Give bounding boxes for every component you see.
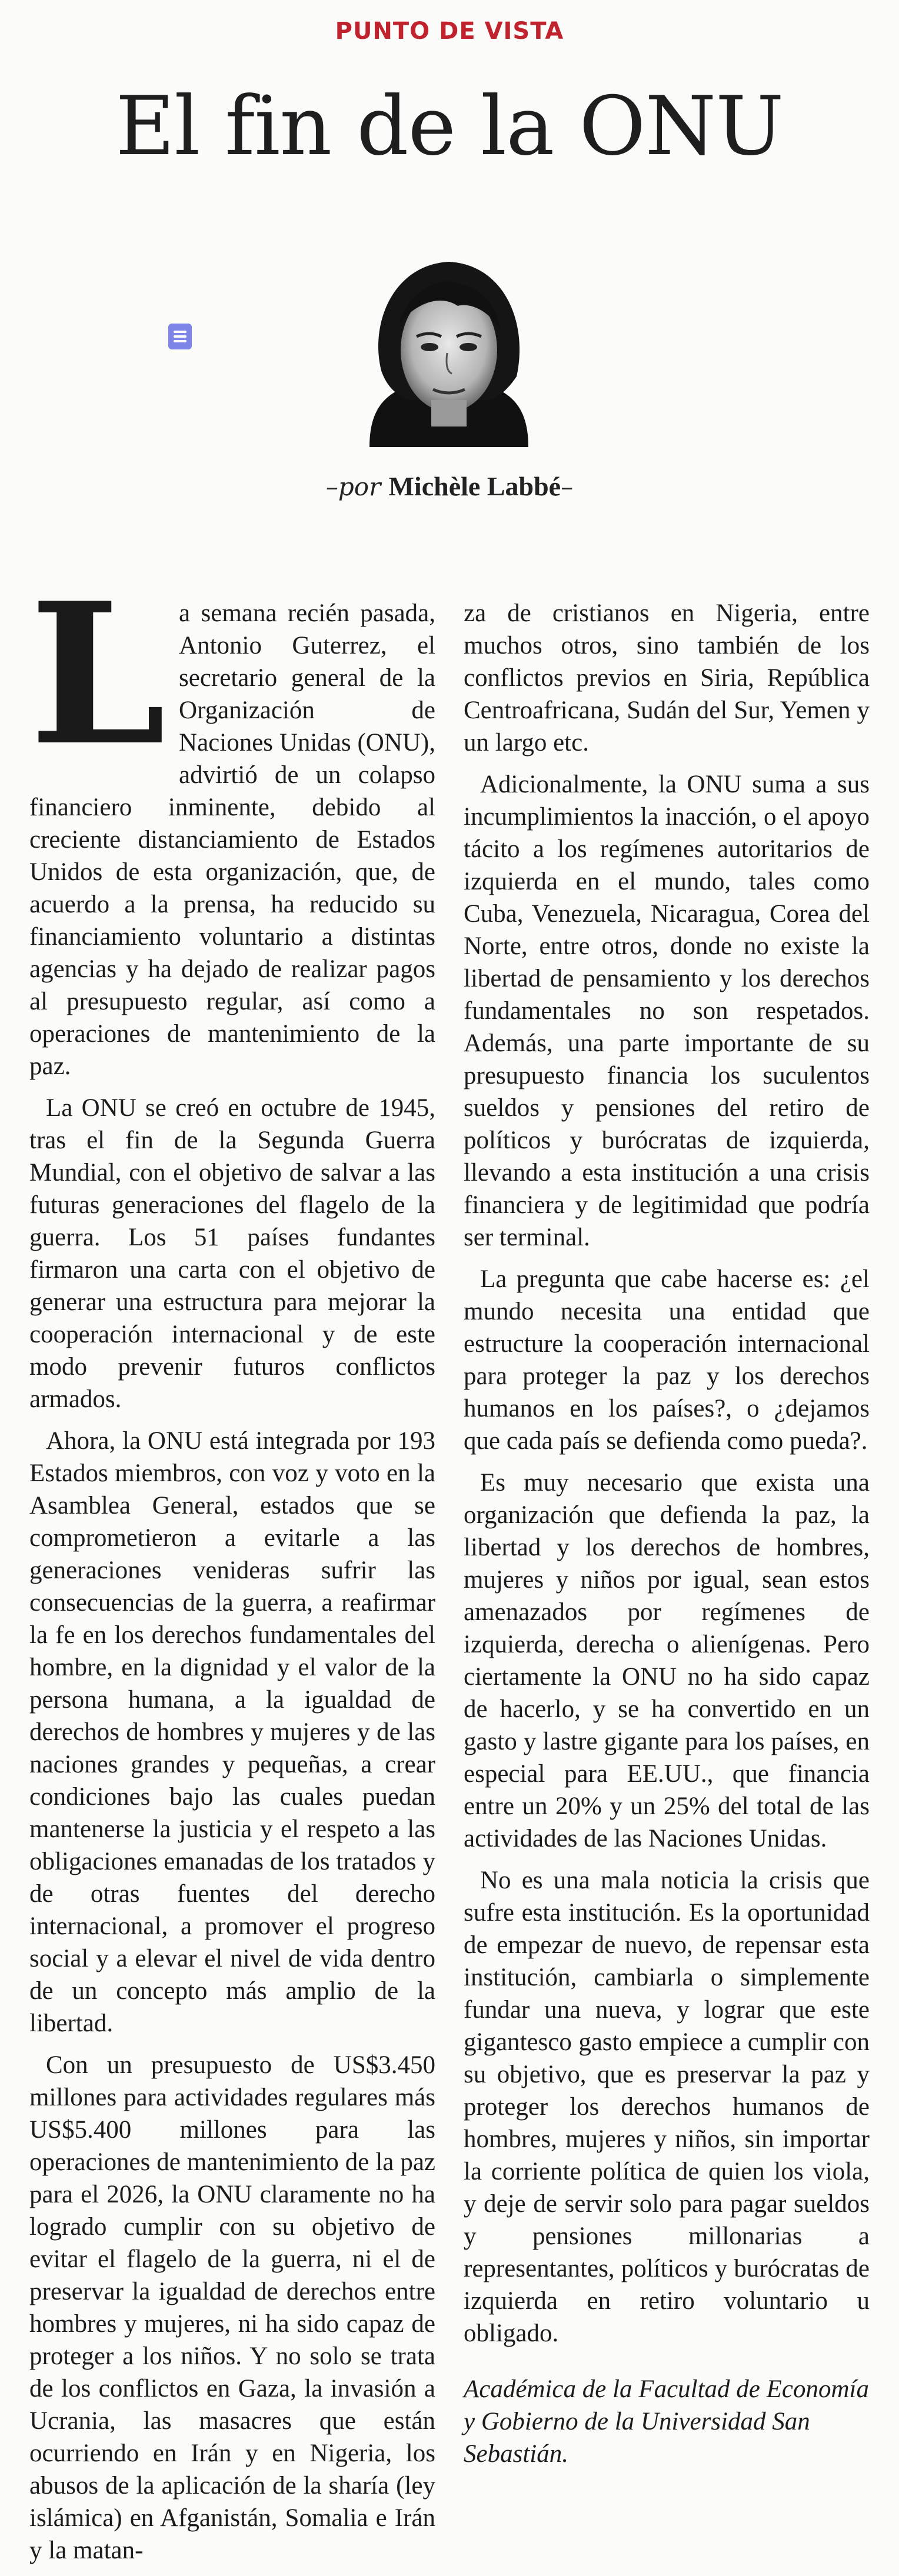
portrait-illustration — [358, 253, 540, 447]
paragraph-4: Con un presupuesto de US$3.450 millones para actividades regulares más US$5.400 millones para las operaciones de mantenimiento de la paz para el 2026, la ONU claramente no ha logrado cumplir con su objetivo de evitar el flagelo de la guerra, ni el de preservar la igualdad de derechos entre hombres y mujeres, ni ha sido capaz de proteger a los niños. Y no solo se trata de los conflictos en Gaza, la invasión a Ucrania, las masacres que están ocurriendo en Irán y en Nigeria, los abusos de la aplicación de la sharía (ley islámica) en Afganistán, Somalia e Irán y la matan- — [29, 2051, 435, 2564]
paragraph-9: No es una mala noticia la crisis que sufre esta institución. Es la oportunidad de empezar de nuevo, de repensar esta institución, cambiarla o simplemente fundar una nueva, y lograr que este gigantesco gasto empiece a cumplir con su objetivo, que es preservar la paz y proteger los derechos humanos de hombres, mujeres y niños, sin importar la corriente política de quien los viola, y deje de servir solo para pagar sueldos y pensiones millonarias a representantes, políticos y burócratas de izquierda en retiro voluntario u obligado. — [464, 1867, 870, 2347]
section-tag: PUNTO DE VISTA — [335, 18, 564, 45]
author-signature: Académica de la Facultad de Economía y Gobierno de la Universidad San Sebastián. — [464, 2375, 869, 2468]
paragraph-1-text: a semana recién pasada, Antonio Guterrez, el secretario general de la Organización de Naciones Unidas (ONU), advirtió de un colapso financiero inminente, debido al creciente distanciamiento de Estados Unidos de esta organización, que, de acuerdo a la prensa, ha reducido su financiamiento voluntario a distintas agencias y ha dejado de realizar pagos al presupuesto regular, así como a operaciones de mantenimiento de la paz. — [29, 599, 435, 1080]
paragraph-2: La ONU se creó en octubre de 1945, tras el fin de la Segunda Guerra Mundial, con el objetivo de salvar a las futuras generaciones del flagelo de la guerra. Los 51 países fundantes firmaron una carta con el objetivo de generar una estructura para mejorar la cooperación internacional y de este modo prevenir futuros conflictos armados. — [29, 1094, 435, 1413]
paragraph-5: za de cristianos en Nigeria, entre muchos otros, sino también de los conflictos previos en Siria, República Centroafricana, Sudán del Sur, Yemen y un largo etc. — [464, 599, 870, 757]
article-body — [29, 560, 870, 2576]
left-column — [29, 560, 435, 2576]
byline — [0, 471, 899, 502]
drop-cap: L — [29, 560, 167, 788]
right-column — [464, 597, 870, 2576]
headline: El fin de la ONU — [115, 79, 784, 174]
byline-author: Michèle Labbé — [388, 471, 561, 501]
byline-prefix: –por — [325, 472, 389, 501]
paragraph-7: La pregunta que cabe hacerse es: ¿el mundo necesita una entidad que estructure la cooperación internacional para proteger la paz y los derechos humanos en los países?, o ¿dejamos que cada país se defienda como pueda?. — [464, 1265, 870, 1455]
paragraph-6: Adicionalmente, la ONU suma a sus incumplimientos la inacción, o el apoyo tácito a los regímenes autoritarios de izquierda en el mundo, tales como Cuba, Venezuela, Nicaragua, Corea del Norte, entre otros, donde no existe la libertad de pensamiento y los derechos fundamentales no son respetados. Además, una parte importante de su presupuesto financia los suculentos sueldos y pensiones del retiro de políticos y burócratas de izquierda, llevando a esta institución a una crisis financiera y de legitimidad que podría ser terminal. — [464, 771, 870, 1251]
paragraph-8: Es muy necesario que exista una organización que defienda la paz, la libertad y los derechos de hombres, mujeres y niños por igual, sean estos amenazados por regímenes de izquierda, derecha o alienígenas. Pero ciertamente la ONU no ha sido capaz de hacerlo, y se ha convertido en un gasto y lastre gigante para los países, en especial para EE.UU., que financia entre un 20% y un 25% del total de las actividades de las Naciones Unidas. — [464, 1469, 870, 1852]
paragraph-1 — [29, 560, 435, 1082]
byline-suffix: – — [561, 472, 574, 501]
paragraph-3: Ahora, la ONU está integrada por 193 Estados miembros, con voz y voto en la Asamblea General, estados que se comprometieron a evitarle a las generaciones venideras sufrir las consecuencias de la guerra, a reafirmar la fe en los derechos fundamentales del hombre, en la dignidad y el valor de la persona humana, a la igualdad de derechos de hombres y mujeres y de las naciones grandes y pequeñas, a crear condiciones bajo las cuales puedan mantenerse la justicia y el respeto a las obligaciones emanadas de los tratados y de otras fuentes del derecho internacional, a promover el progreso social y a elevar el nivel de vida dentro de un concepto más amplio de la libertad. — [29, 1427, 435, 2037]
note-icon[interactable] — [168, 324, 192, 349]
